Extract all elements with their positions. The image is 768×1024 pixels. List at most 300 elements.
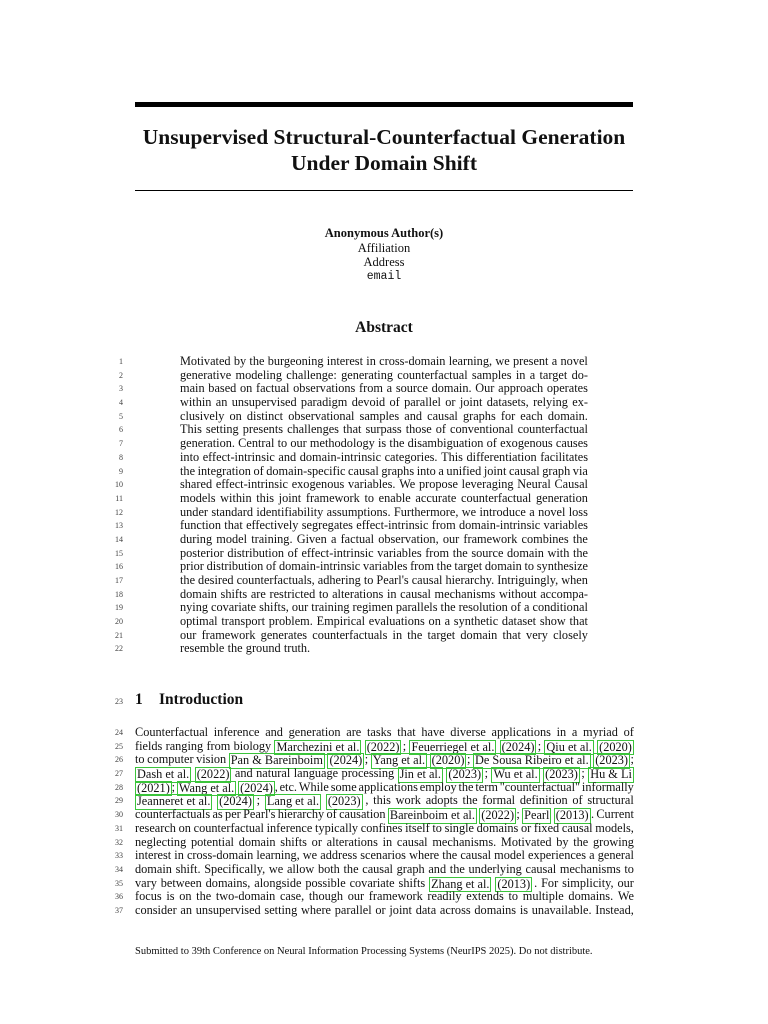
citation-link[interactable]: (2023) xyxy=(327,794,361,809)
line-text xyxy=(135,849,634,863)
word: assumptions. xyxy=(326,504,391,519)
word: are xyxy=(346,725,362,739)
word: applications xyxy=(491,725,551,739)
line-text xyxy=(180,533,588,547)
word: an xyxy=(180,902,193,917)
word: employ xyxy=(419,779,457,794)
text-line xyxy=(0,753,768,767)
word: is xyxy=(378,436,387,451)
word: training. xyxy=(251,531,293,546)
word: Pearl's xyxy=(376,573,409,587)
word: ; xyxy=(484,766,488,781)
word: domains, xyxy=(205,875,251,890)
word: into xyxy=(180,449,200,464)
line-text xyxy=(180,355,588,369)
word: to xyxy=(624,861,634,876)
line-number: 36 xyxy=(115,892,123,902)
citation-link[interactable]: (2023) xyxy=(545,767,578,782)
citation-link[interactable]: Wu et al. xyxy=(493,767,538,782)
word: causal xyxy=(525,861,557,876)
section-title xyxy=(135,691,243,709)
text-line xyxy=(0,410,768,424)
word: for xyxy=(500,408,516,423)
word: though xyxy=(308,889,344,904)
abstract-body xyxy=(0,355,768,656)
word: covariate xyxy=(349,875,395,890)
line-number: 22 xyxy=(115,644,123,654)
word: generation xyxy=(535,490,588,505)
citation-link[interactable]: (2024) xyxy=(329,753,363,768)
line-text xyxy=(180,478,588,492)
word: Pearl's xyxy=(243,807,276,822)
word: domain-intrinsic xyxy=(299,449,382,464)
citation-link[interactable]: Yang et al. xyxy=(372,753,426,768)
word: of xyxy=(287,545,298,560)
word: factual xyxy=(256,381,290,396)
title-line-1: Unsupervised Structural-Counterfactual Generation xyxy=(142,125,626,149)
word: that xyxy=(397,725,416,739)
line-text xyxy=(135,890,634,904)
citation-link[interactable]: De Sousa Ribeiro et al. xyxy=(474,753,589,768)
word: the xyxy=(343,861,359,876)
line-number: 6 xyxy=(119,425,123,435)
word: This xyxy=(441,449,463,464)
word: challenges xyxy=(287,422,339,437)
word: main xyxy=(180,381,205,396)
word: simplicity, xyxy=(562,875,614,890)
word: scenarios xyxy=(360,848,406,863)
word: operates xyxy=(546,381,588,396)
word: the xyxy=(389,436,405,451)
word: Intriguingly, xyxy=(497,573,559,587)
line-text xyxy=(135,726,634,740)
word: from xyxy=(410,559,434,574)
text-line xyxy=(0,588,768,602)
word: relying xyxy=(533,395,568,410)
word: alterations xyxy=(332,586,384,601)
word: of xyxy=(389,395,400,410)
line-text xyxy=(180,369,588,383)
citation-link[interactable]: (2024) xyxy=(219,794,252,809)
word: categories. xyxy=(384,449,438,464)
line-text xyxy=(180,642,588,656)
word: on xyxy=(428,614,441,629)
word: to xyxy=(364,490,375,505)
word: some xyxy=(330,779,357,794)
citation-link[interactable]: (2013) xyxy=(555,808,589,823)
word: the xyxy=(227,641,243,656)
line-number: 25 xyxy=(115,741,123,751)
word: variables xyxy=(362,559,408,574)
word: the xyxy=(436,559,452,574)
citation-link[interactable]: Hu & Li xyxy=(590,767,632,782)
word: have xyxy=(421,725,445,739)
line-text xyxy=(180,588,588,602)
word: the xyxy=(249,354,265,368)
word: Motivated xyxy=(180,354,231,368)
word: language xyxy=(293,766,339,781)
word: framework xyxy=(201,627,256,642)
word: nying xyxy=(180,600,209,615)
word: address xyxy=(320,848,358,863)
word: computer xyxy=(147,752,194,767)
line-number: 31 xyxy=(115,823,123,833)
word: framework xyxy=(368,889,423,904)
word: causal xyxy=(362,861,393,876)
word: our xyxy=(442,531,460,546)
text-line xyxy=(0,877,768,891)
word: causal xyxy=(348,463,379,478)
word: generation xyxy=(288,725,341,739)
word: model xyxy=(494,848,525,863)
word: of xyxy=(435,422,446,437)
word: itself xyxy=(405,820,430,835)
word: definition xyxy=(519,793,568,808)
word: Specifically, xyxy=(204,861,266,876)
word: novel xyxy=(538,504,566,519)
word: each xyxy=(520,408,543,423)
word: . xyxy=(534,875,538,890)
word: as xyxy=(212,807,223,822)
word: ground xyxy=(245,641,281,656)
citation-link[interactable]: (2022) xyxy=(366,739,400,754)
text-line xyxy=(0,355,768,369)
word: the xyxy=(452,545,468,560)
word: from xyxy=(359,381,383,396)
word: effect-intrinsic xyxy=(215,477,288,492)
word: covariate xyxy=(211,600,257,615)
conference-footer: Submitted to 39th Conference on Neural Information Processing Systems (NeurIPS 2025). Do not distribute. xyxy=(135,946,593,957)
line-text xyxy=(180,382,588,396)
citation-link[interactable]: (2021) xyxy=(137,780,170,795)
word: ; xyxy=(581,766,585,781)
word: on xyxy=(178,820,191,835)
word: to xyxy=(363,573,374,587)
word: research xyxy=(135,820,176,835)
word: unified xyxy=(446,463,482,478)
word: mechanisms xyxy=(559,861,621,876)
word: factual xyxy=(340,531,375,546)
word: our xyxy=(291,600,309,615)
citation-link[interactable]: Pan & Bareinboim xyxy=(230,753,323,768)
text-line xyxy=(0,615,768,629)
text-line xyxy=(0,369,768,383)
word: observational xyxy=(288,408,355,423)
word: posterior xyxy=(180,545,224,560)
citation-link[interactable]: (2023) xyxy=(448,767,482,782)
word: counterfactuals xyxy=(312,627,388,642)
word: our xyxy=(617,875,634,890)
word: joint xyxy=(278,490,302,505)
line-number: 4 xyxy=(119,398,123,408)
word: Motivated xyxy=(500,834,552,849)
word: learning, xyxy=(256,848,300,863)
word: accompa- xyxy=(540,586,588,601)
word: combines xyxy=(521,531,569,546)
word: variables xyxy=(377,545,422,560)
word: methodology xyxy=(309,436,375,451)
text-line xyxy=(0,574,768,588)
text-line xyxy=(0,890,768,904)
word: tasks xyxy=(366,725,392,739)
word: per xyxy=(225,807,241,822)
word: interest xyxy=(326,354,363,368)
word: typically xyxy=(315,820,359,835)
line-number: 13 xyxy=(115,521,123,531)
line-number: 19 xyxy=(115,603,123,613)
text-line xyxy=(0,601,768,615)
word: Instead, xyxy=(595,902,634,917)
word: based xyxy=(208,381,237,396)
word: domain xyxy=(135,861,172,876)
line-number: 21 xyxy=(115,630,123,640)
text-line xyxy=(0,629,768,643)
word: counterfactuals xyxy=(135,807,211,822)
word: dataset xyxy=(501,614,537,629)
word: transport xyxy=(221,614,266,629)
line-text xyxy=(180,601,588,615)
line-number: 5 xyxy=(119,411,123,421)
word: generating xyxy=(341,367,393,382)
word: Causal xyxy=(554,477,588,492)
citation-link[interactable]: (2024) xyxy=(501,739,535,754)
word: framework xyxy=(305,490,360,505)
citation-link[interactable]: Bareinboim et al. xyxy=(389,808,475,823)
word: causation xyxy=(339,807,386,822)
word: and xyxy=(278,449,297,464)
line-number: 26 xyxy=(115,755,123,765)
word: enable xyxy=(378,490,411,505)
text-line xyxy=(0,492,768,506)
word: is xyxy=(519,902,529,917)
word: disambiguation xyxy=(407,436,484,451)
word: . xyxy=(590,807,595,822)
citation-link[interactable]: Lang et al. xyxy=(266,794,320,809)
citation-link[interactable]: Zhang et al. xyxy=(431,876,490,891)
word: our xyxy=(290,436,307,451)
word: accurate xyxy=(415,490,457,505)
line-text xyxy=(180,574,588,588)
word: underlying xyxy=(468,861,522,876)
text-line xyxy=(0,794,768,808)
word: possible xyxy=(305,875,346,890)
text-line xyxy=(0,506,768,520)
text-line xyxy=(0,808,768,822)
word: shifts, xyxy=(259,600,289,615)
word: resemble xyxy=(180,641,225,656)
word: single xyxy=(444,820,474,835)
citation-link[interactable]: Jeanneret et al. xyxy=(137,794,211,809)
word: integration xyxy=(197,463,251,478)
line-text xyxy=(180,396,588,410)
citation-link[interactable]: Wang et al. xyxy=(178,780,235,795)
word: domain xyxy=(460,627,498,642)
word: Given xyxy=(296,531,327,546)
word: joint xyxy=(483,463,507,478)
line-text xyxy=(180,629,588,643)
citation-link[interactable]: (2022) xyxy=(196,767,230,782)
word: in xyxy=(366,354,376,368)
word: conventional xyxy=(450,422,514,437)
abstract-heading: Abstract xyxy=(355,319,413,336)
line-number: 20 xyxy=(115,617,123,627)
word: etc. xyxy=(279,779,298,794)
text-line xyxy=(0,533,768,547)
word: facilitates xyxy=(540,449,588,464)
word: function xyxy=(180,518,221,533)
word: hierarchy. xyxy=(445,573,495,587)
line-text xyxy=(180,519,588,533)
citation-link[interactable]: Pearl xyxy=(524,808,550,823)
word: parallels xyxy=(395,600,438,615)
word: Neural xyxy=(517,477,551,492)
word: domains xyxy=(476,820,519,835)
word: effectively xyxy=(246,518,299,533)
word: , xyxy=(365,793,369,808)
word: from xyxy=(431,518,456,533)
word: within xyxy=(180,395,212,410)
word: ; xyxy=(537,738,542,753)
word: evaluations xyxy=(368,614,425,629)
word: vision xyxy=(196,752,227,767)
word: and xyxy=(234,766,253,781)
line-text xyxy=(135,822,634,836)
text-line xyxy=(0,451,768,465)
word: Current xyxy=(596,807,634,822)
word: potential xyxy=(190,834,234,849)
word: distribution xyxy=(206,559,264,574)
word: training xyxy=(311,600,350,615)
word: by xyxy=(556,834,569,849)
word: to xyxy=(318,586,329,601)
word: While xyxy=(298,779,329,794)
line-number: 12 xyxy=(115,507,123,517)
word: ex- xyxy=(572,395,588,410)
word: adhering xyxy=(317,573,361,587)
word: counterfactuals, xyxy=(236,573,315,587)
citation-link[interactable]: Qiu et al. xyxy=(546,739,592,754)
citation-link[interactable]: (2020) xyxy=(599,739,632,754)
line-number: 30 xyxy=(115,810,123,820)
word: prior xyxy=(180,559,204,574)
paper-title xyxy=(135,124,633,176)
word: consider xyxy=(135,902,177,917)
word: to xyxy=(135,752,145,767)
word: via xyxy=(572,463,588,478)
citation-link[interactable]: (2024) xyxy=(240,780,273,795)
word: samples xyxy=(471,367,512,382)
text-line xyxy=(0,478,768,492)
word: the xyxy=(196,889,212,904)
line-number: 17 xyxy=(115,576,123,585)
word: between xyxy=(160,875,202,890)
word: , xyxy=(274,779,278,794)
word: readily xyxy=(427,889,462,904)
word: by xyxy=(233,354,247,368)
line-number: 9 xyxy=(119,466,123,476)
word: distribution xyxy=(227,545,285,560)
word: present xyxy=(512,354,549,368)
word: where xyxy=(409,848,440,863)
word: unsupervised xyxy=(231,395,297,410)
word: natural xyxy=(256,766,291,781)
citation-link[interactable]: (2013) xyxy=(497,876,531,891)
word: domain xyxy=(180,586,217,601)
word: novel xyxy=(560,354,588,368)
word: very xyxy=(526,627,548,642)
word: mechanisms. xyxy=(432,834,497,849)
citation-link[interactable]: Dash et al. xyxy=(137,767,190,782)
word: from xyxy=(425,545,450,560)
word: challenge: xyxy=(286,367,337,382)
word: distinct xyxy=(246,408,284,423)
word: cross-domain xyxy=(379,354,446,368)
word: growing xyxy=(592,834,634,849)
citation-link[interactable]: (2020) xyxy=(431,753,465,768)
word: counterfactual xyxy=(517,422,588,437)
line-number: 37 xyxy=(115,905,123,915)
word: This xyxy=(180,422,202,437)
line-text xyxy=(180,560,588,574)
text-line xyxy=(0,904,768,918)
section-heading-text: Introduction xyxy=(159,691,244,708)
title-bottom-rule xyxy=(135,190,633,191)
text-line xyxy=(0,382,768,396)
word: Central xyxy=(238,436,275,451)
word: myriad xyxy=(583,725,618,739)
word: domains xyxy=(474,902,517,917)
word: leveraging xyxy=(461,477,514,492)
citation-link[interactable]: Feuerriegel et al. xyxy=(411,739,495,754)
word: fixed xyxy=(533,820,560,835)
word: applications xyxy=(358,779,418,794)
word: the xyxy=(458,779,474,794)
line-number: 28 xyxy=(115,782,123,792)
word: a xyxy=(529,367,536,382)
line-number: 1 xyxy=(119,357,123,366)
word: show xyxy=(539,614,566,629)
author-address: Address xyxy=(363,255,405,269)
line-number: 24 xyxy=(115,728,123,737)
line-number: 3 xyxy=(119,384,123,394)
word: counterfactual xyxy=(461,490,532,505)
word: setting xyxy=(264,902,298,917)
word: segregates xyxy=(301,518,353,533)
word: joint xyxy=(389,902,412,917)
citation-link[interactable]: (2022) xyxy=(481,808,515,823)
word: synthetic xyxy=(453,614,499,629)
word: closely xyxy=(553,627,588,642)
line-number: 18 xyxy=(115,589,123,599)
citation-link[interactable]: Marchezini et al. xyxy=(276,739,360,754)
line-text xyxy=(135,836,634,850)
word: burgeoning xyxy=(267,354,324,368)
citation-link[interactable]: Jin et al. xyxy=(399,767,441,782)
word: inference xyxy=(266,820,313,835)
line-number: 15 xyxy=(115,548,123,558)
word: framework xyxy=(463,531,518,546)
citation-link[interactable]: (2023) xyxy=(595,753,628,768)
word: models xyxy=(180,490,216,505)
word: causes xyxy=(555,436,588,451)
word: counterfactual xyxy=(397,367,468,382)
word: experiences xyxy=(528,848,587,863)
word: resolution xyxy=(458,600,508,615)
word: from xyxy=(206,738,231,753)
word: domain. xyxy=(547,408,588,423)
word: and xyxy=(404,408,423,423)
word: we xyxy=(302,848,318,863)
